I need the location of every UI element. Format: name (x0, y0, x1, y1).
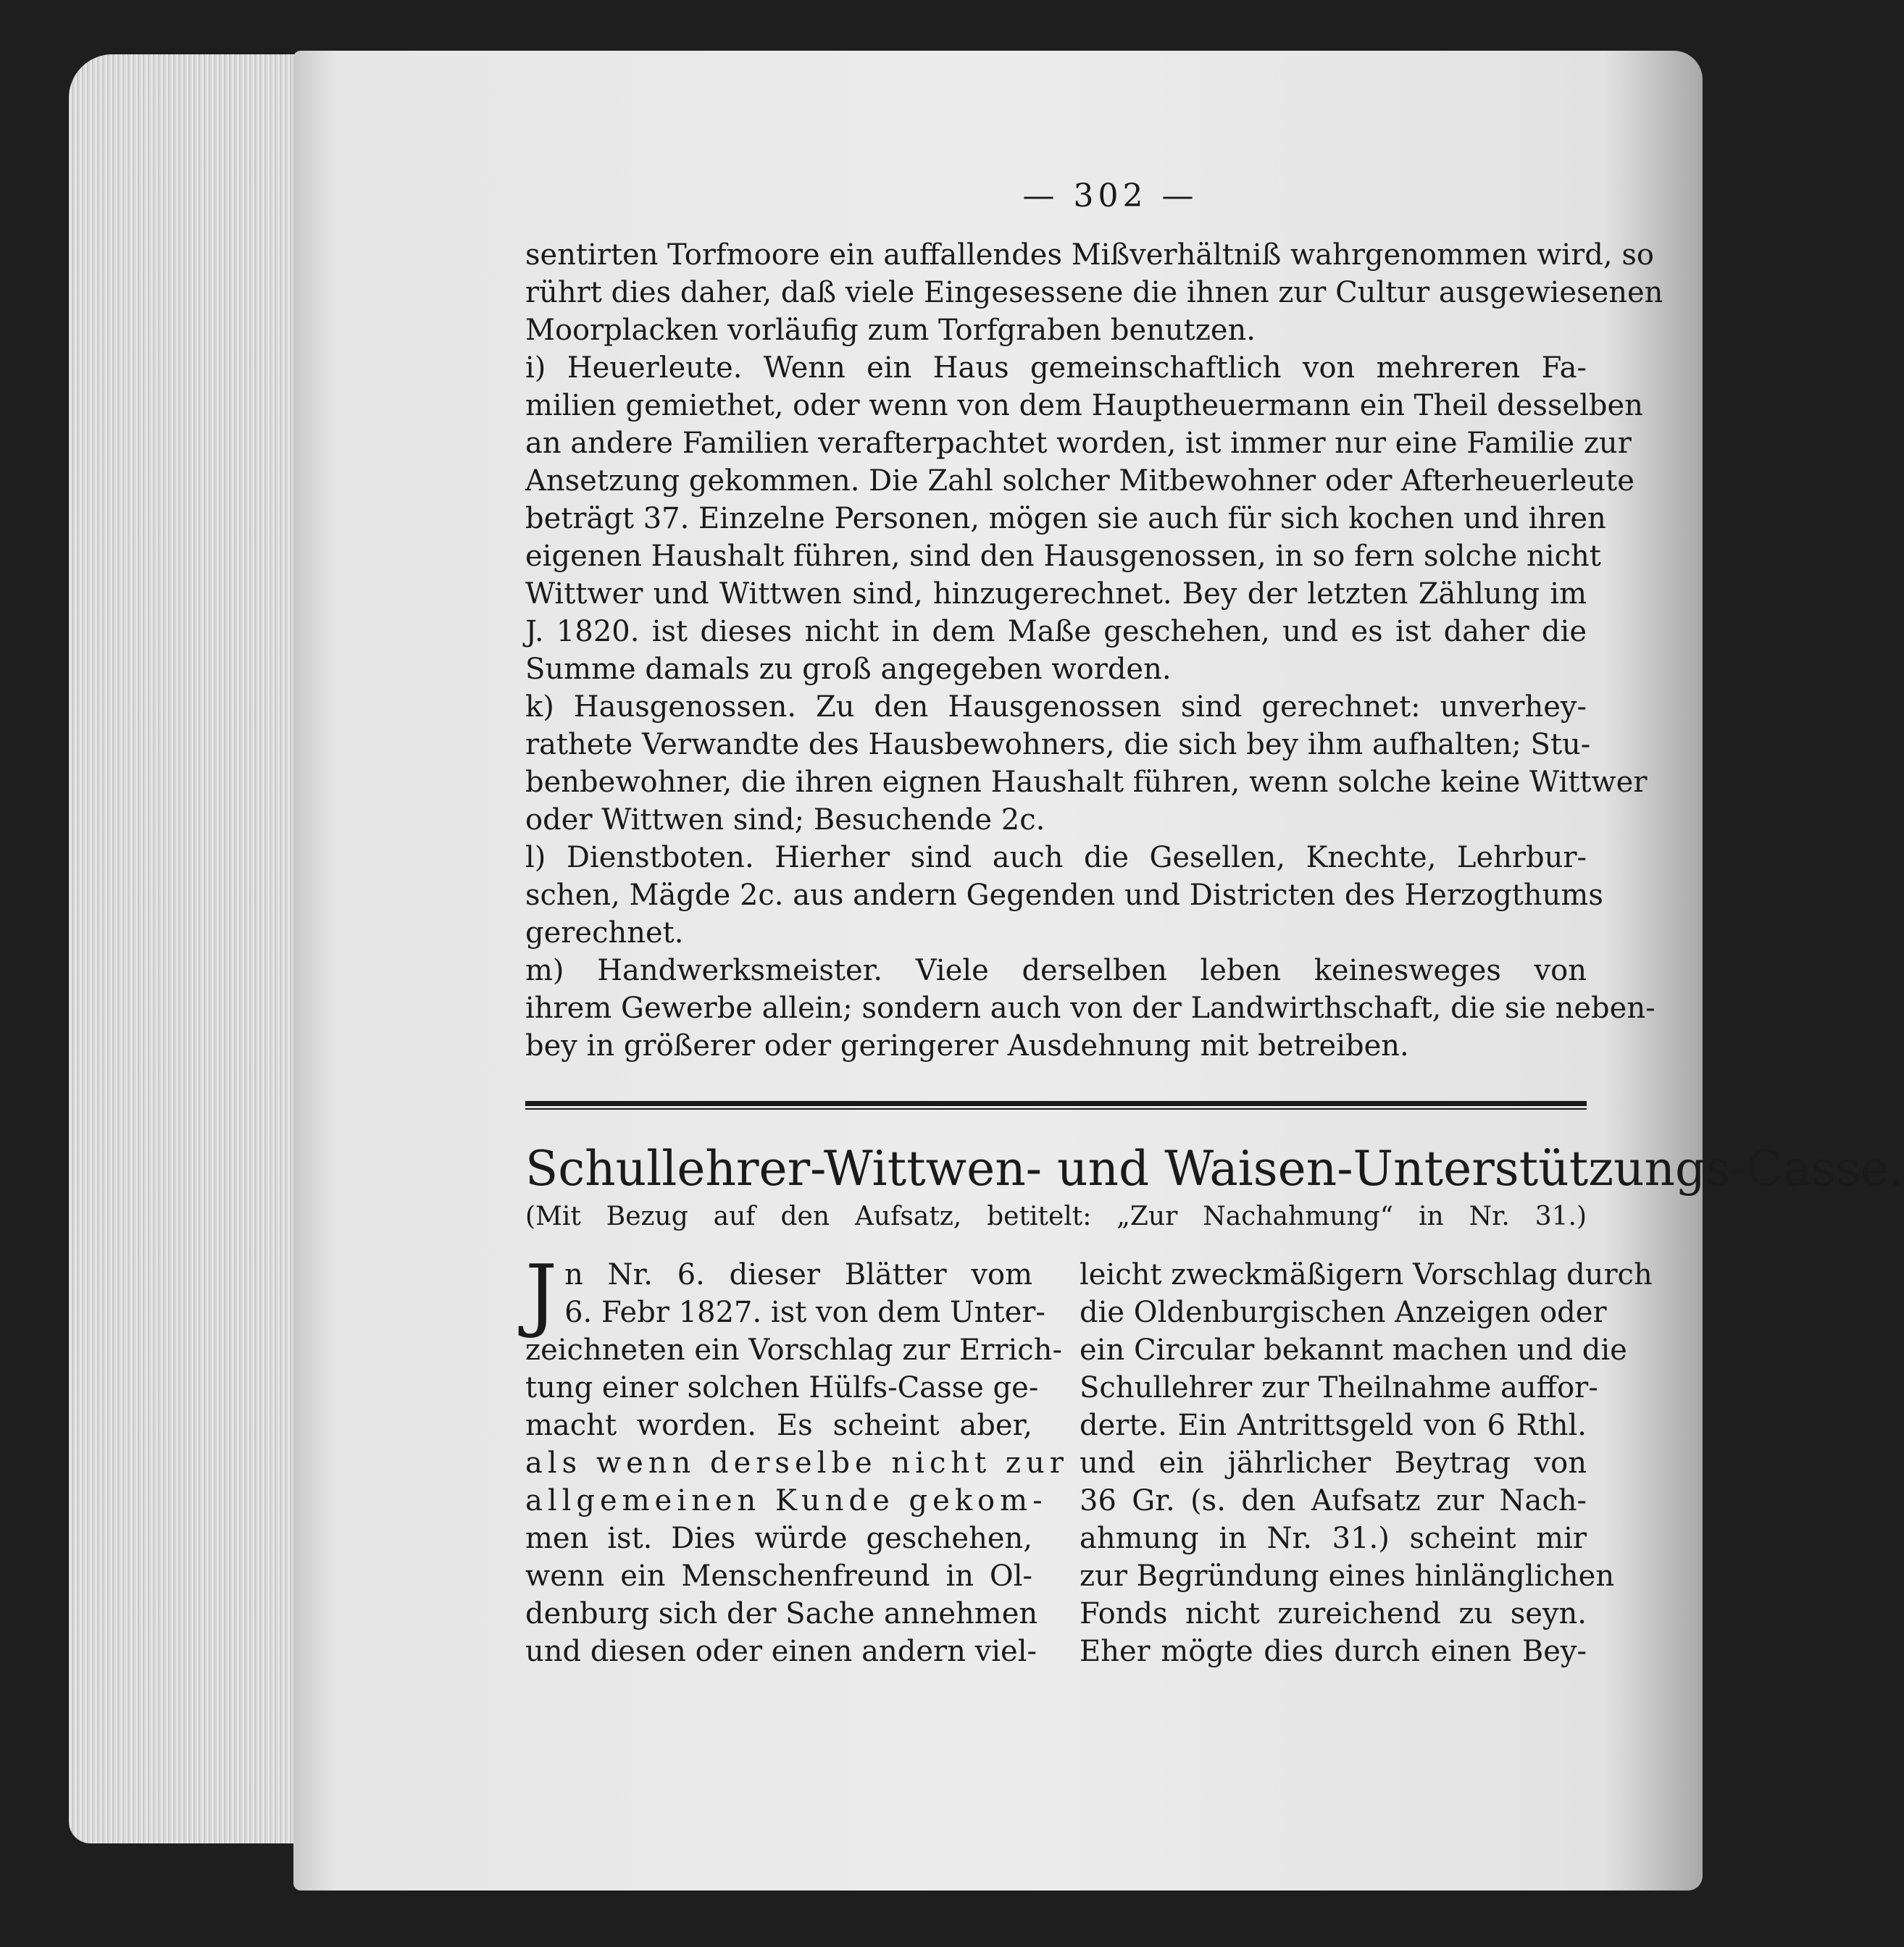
left-column (525, 1247, 1069, 1670)
drop-cap: J (525, 1247, 558, 1340)
text-line: ihrem Gewerbe allein; sondern auch von der Landwirthschaft, die sie neben- (525, 992, 1655, 1025)
text-line: macht worden. Es scheint aber, (525, 1409, 1032, 1442)
paragraph-block (525, 236, 1663, 1065)
text-line: und diesen oder einen andern viel- (525, 1635, 1037, 1668)
article-subtitle: (Mit Bezug auf den Aufsatz, betitelt: „Zur Nachahmung“ in Nr. 31.) (525, 1202, 1587, 1231)
text-line: eigenen Haushalt führen, sind den Hausgenossen, in so fern solche nicht (525, 540, 1601, 573)
text-line: ahmung in Nr. 31.) scheint mir (1080, 1522, 1587, 1555)
book-page-edges (69, 54, 308, 1843)
text-line: men ist. Dies würde geschehen, (525, 1522, 1032, 1555)
section-k-line: k) Hausgenossen. Zu den Hausgenossen sind gerechnet: unverhey- (525, 690, 1587, 724)
text-line: und ein jährlicher Beytrag von (1080, 1446, 1587, 1480)
text-line: sentirten Torfmoore ein auffallendes Mißverhältniß wahrgenommen wird, so (525, 238, 1654, 272)
section-l-line: l) Dienstboten. Hierher sind auch die Gesellen, Knechte, Lehrbur- (525, 841, 1587, 874)
text-line: allgemeinen Kunde gekom- (525, 1484, 1048, 1517)
text-line: milien gemiethet, oder wenn von dem Hauptheuermann ein Theil desselben (525, 389, 1643, 422)
text-line: derte. Ein Antrittsgeld von 6 Rthl. (1080, 1409, 1587, 1442)
text-line: benbewohner, die ihren eignen Haushalt führen, wenn solche keine Wittwer (525, 766, 1648, 799)
text-line: tung einer solchen Hülfs-Casse ge- (525, 1371, 1039, 1404)
text-line: an andere Familien verafterpachtet worden, ist immer nur eine Familie zur (525, 427, 1632, 460)
text-line: Fonds nicht zureichend zu seyn. (1080, 1597, 1587, 1630)
section-i-line: i) Heuerleute. Wenn ein Haus gemeinschaftlich von mehreren Fa- (525, 351, 1587, 385)
text-line: 6. Febr 1827. ist von dem Unter- (564, 1296, 1045, 1329)
text-line: zeichneten ein Vorschlag zur Errich- (525, 1333, 1062, 1367)
text-line: denburg sich der Sache annehmen (525, 1597, 1038, 1630)
text-line: Ansetzung gekommen. Die Zahl solcher Mitbewohner oder Afterheuerleute (525, 464, 1634, 498)
section-m-line: m) Handwerksmeister. Viele derselben leben keinesweges von (525, 954, 1587, 987)
text-line: Moorplacken vorläufig zum Torfgraben benutzen. (525, 314, 1256, 347)
text-line: wenn ein Menschenfreund in Ol- (525, 1559, 1032, 1593)
text-line: bey in größerer oder geringerer Ausdehnung mit betreiben. (525, 1029, 1409, 1063)
text-line: die Oldenburgischen Anzeigen oder (1080, 1296, 1607, 1329)
page-content (525, 177, 1904, 1670)
text-line: gerechnet. (525, 916, 684, 950)
text-line: leicht zweckmäßigern Vorschlag durch (1080, 1258, 1653, 1291)
text-line: n Nr. 6. dieser Blätter vom (564, 1258, 1032, 1291)
text-line: ein Circular bekannt machen und die (1080, 1333, 1627, 1367)
text-line: Eher mögte dies durch einen Bey- (1080, 1635, 1587, 1668)
section-divider (525, 1101, 1587, 1110)
text-line: J. 1820. ist dieses nicht in dem Maße geschehen, und es ist daher die (525, 615, 1587, 648)
text-line: 36 Gr. (s. den Aufsatz zur Nach- (1080, 1484, 1587, 1517)
text-line: rührt dies daher, daß viele Eingesessene die ihnen zur Cultur ausgewiesenen (525, 276, 1663, 309)
text-line: Wittwer und Wittwen sind, hinzugerechnet. Bey der letzten Zählung im (525, 577, 1587, 611)
text-line: beträgt 37. Einzelne Personen, mögen sie auch für sich kochen und ihren (525, 502, 1606, 535)
text-line: oder Wittwen sind; Besuchende 2c. (525, 803, 1045, 837)
text-line: schen, Mägde 2c. aus andern Gegenden und Districten des Herzogthums (525, 879, 1603, 912)
text-line: rathete Verwandte des Hausbewohners, die sich bey ihm aufhalten; Stu- (525, 728, 1591, 761)
text-line: Summe damals zu groß angegeben worden. (525, 653, 1172, 686)
text-line: Schullehrer zur Theilnahme auffor- (1080, 1371, 1598, 1404)
text-line: zur Begründung eines hinlänglichen (1080, 1559, 1615, 1593)
page-number: — 302 — (1022, 177, 1198, 214)
article-title: Schullehrer-Wittwen- und Waisen-Unterstützungs-Casse. (525, 1141, 1904, 1197)
two-column-body (525, 1247, 1653, 1670)
right-column (1080, 1256, 1653, 1670)
text-line: als wenn derselbe nicht zur (525, 1446, 1069, 1480)
